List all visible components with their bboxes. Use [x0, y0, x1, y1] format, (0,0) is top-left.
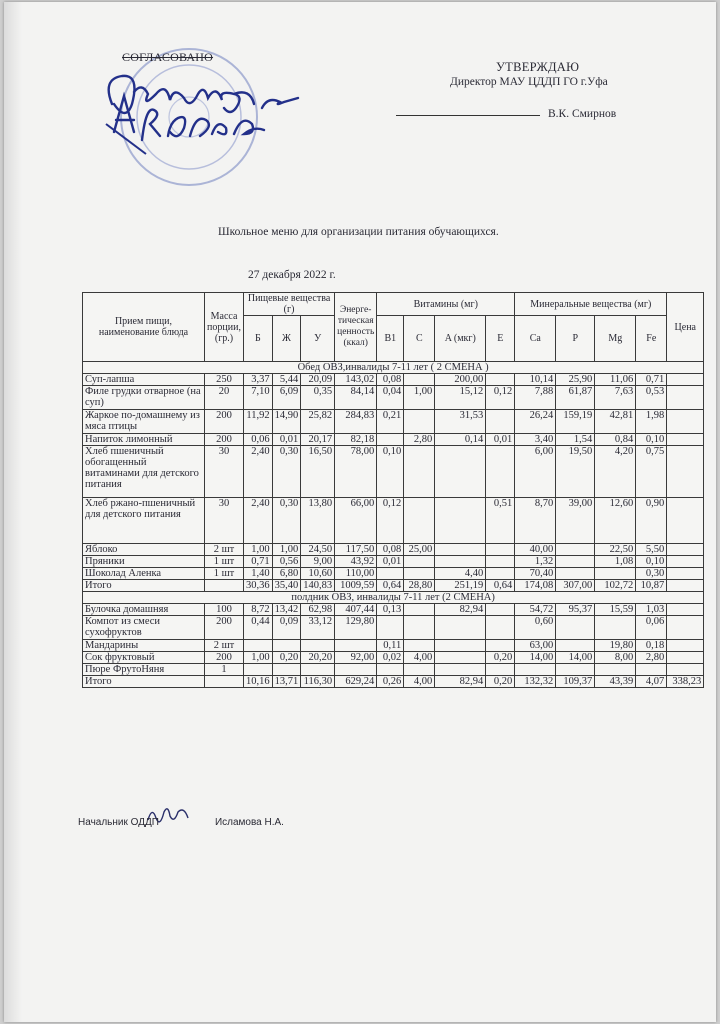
value-cell: 2,40	[244, 446, 273, 498]
value-cell: 0,84	[595, 434, 636, 446]
value-cell: 43,92	[335, 556, 377, 568]
value-cell: 6,00	[515, 446, 556, 498]
approve-title: УТВЕРЖДАЮ	[496, 60, 580, 74]
table-row	[83, 604, 704, 616]
value-cell: 10,16	[244, 676, 273, 688]
paper-fold-shadow	[4, 2, 22, 1022]
value-cell: 1,00	[272, 544, 301, 556]
value-cell: 14,00	[515, 652, 556, 664]
value-cell: 1,00	[244, 652, 273, 664]
value-cell: 4,00	[404, 652, 435, 664]
menu-table	[82, 292, 704, 688]
table-row	[83, 544, 704, 556]
total-row	[83, 676, 704, 688]
value-cell: 0,10	[377, 446, 404, 498]
value-cell: 14,00	[556, 652, 595, 664]
dish-name: Напиток лимонный	[83, 434, 205, 446]
value-cell: 0,71	[636, 374, 667, 386]
value-cell: 0,12	[486, 386, 515, 410]
value-cell: 2,80	[636, 652, 667, 664]
portion-mass: 30	[205, 446, 244, 498]
dish-name: Пюре ФрутоНяня	[83, 664, 205, 676]
value-cell	[486, 374, 515, 386]
value-cell: 1,00	[244, 544, 273, 556]
value-cell: 30,36	[244, 580, 273, 592]
value-cell	[667, 556, 704, 568]
header-minerals: Минеральные вещества (мг)	[515, 293, 667, 316]
value-cell	[486, 616, 515, 640]
value-cell	[435, 652, 486, 664]
value-cell	[404, 640, 435, 652]
value-cell	[301, 640, 335, 652]
header-fe: Fe	[636, 316, 667, 362]
value-cell	[556, 640, 595, 652]
value-cell: 0,10	[636, 434, 667, 446]
value-cell	[667, 446, 704, 498]
value-cell: 0,14	[435, 434, 486, 446]
value-cell	[377, 434, 404, 446]
portion-mass: 200	[205, 616, 244, 640]
value-cell: 13,71	[272, 676, 301, 688]
value-cell: 0,71	[244, 556, 273, 568]
portion-mass: 1 шт	[205, 556, 244, 568]
value-cell: 31,53	[435, 410, 486, 434]
dish-name: Филе грудки отварное (на суп)	[83, 386, 205, 410]
value-cell	[377, 664, 404, 676]
header-c: C	[404, 316, 435, 362]
table-row	[83, 652, 704, 664]
value-cell: 15,12	[435, 386, 486, 410]
value-cell	[667, 616, 704, 640]
value-cell: 10,87	[636, 580, 667, 592]
portion-mass: 2 шт	[205, 544, 244, 556]
value-cell: 1,98	[636, 410, 667, 434]
value-cell: 0,90	[636, 498, 667, 544]
value-cell	[556, 568, 595, 580]
value-cell	[335, 664, 377, 676]
value-cell: 0,30	[272, 446, 301, 498]
value-cell	[667, 568, 704, 580]
value-cell: 0,20	[486, 676, 515, 688]
section-header	[83, 362, 704, 374]
menu-date: 27 декабря 2022 г.	[248, 269, 336, 281]
value-cell	[404, 604, 435, 616]
menu-title: Школьное меню для организации питания обучающихся.	[218, 226, 499, 238]
dish-name: Булочка домашняя	[83, 604, 205, 616]
approve-position: Директор МАУ ЦДДП ГО г.Уфа	[450, 76, 608, 88]
value-cell	[404, 568, 435, 580]
dish-name: Суп-лапша	[83, 374, 205, 386]
value-cell: 116,30	[301, 676, 335, 688]
table-row	[83, 446, 704, 498]
header-meal: Прием пищи, наименование блюда	[83, 293, 205, 362]
value-cell: 15,59	[595, 604, 636, 616]
value-cell: 92,00	[335, 652, 377, 664]
value-cell	[272, 664, 301, 676]
value-cell: 43,39	[595, 676, 636, 688]
value-cell: 0,10	[636, 556, 667, 568]
value-cell: 14,90	[272, 410, 301, 434]
value-cell	[435, 640, 486, 652]
portion-mass: 100	[205, 604, 244, 616]
dish-name: Хлеб пшеничный обогащенный витаминами для детского питания	[83, 446, 205, 498]
dish-name: Компот из смеси сухофруктов	[83, 616, 205, 640]
value-cell: 200,00	[435, 374, 486, 386]
dish-name: Жаркое по-домашнему из мяса птицы	[83, 410, 205, 434]
value-cell: 132,32	[515, 676, 556, 688]
value-cell	[404, 556, 435, 568]
value-cell: 7,88	[515, 386, 556, 410]
header-mg: Mg	[595, 316, 636, 362]
value-cell: 2,80	[404, 434, 435, 446]
portion-mass: 250	[205, 374, 244, 386]
dish-name: Яблоко	[83, 544, 205, 556]
table-row	[83, 434, 704, 446]
value-cell: 0,20	[486, 652, 515, 664]
value-cell: 0,20	[272, 652, 301, 664]
table-row	[83, 568, 704, 580]
value-cell: 19,80	[595, 640, 636, 652]
portion-mass: 2 шт	[205, 640, 244, 652]
value-cell: 0,30	[272, 498, 301, 544]
value-cell: 7,63	[595, 386, 636, 410]
total-row	[83, 580, 704, 592]
value-cell: 110,00	[335, 568, 377, 580]
approve-name: В.К. Смирнов	[548, 108, 617, 120]
value-cell	[486, 604, 515, 616]
value-cell: 35,40	[272, 580, 301, 592]
value-cell	[486, 410, 515, 434]
value-cell: 20,17	[301, 434, 335, 446]
value-cell: 7,10	[244, 386, 273, 410]
value-cell: 0,51	[486, 498, 515, 544]
portion-mass	[205, 676, 244, 688]
value-cell: 174,08	[515, 580, 556, 592]
portion-mass: 20	[205, 386, 244, 410]
footer-position: Начальник ОДДП	[78, 817, 159, 828]
value-cell: 2,40	[244, 498, 273, 544]
value-cell: 13,80	[301, 498, 335, 544]
value-cell: 0,09	[272, 616, 301, 640]
value-cell	[377, 616, 404, 640]
value-cell	[377, 568, 404, 580]
value-cell: 3,37	[244, 374, 273, 386]
value-cell	[404, 616, 435, 640]
portion-mass: 200	[205, 652, 244, 664]
value-cell: 25,82	[301, 410, 335, 434]
header-protein: Б	[244, 316, 273, 362]
value-cell: 0,11	[377, 640, 404, 652]
value-cell: 8,00	[595, 652, 636, 664]
value-cell	[667, 386, 704, 410]
value-cell: 9,00	[301, 556, 335, 568]
value-cell: 62,98	[301, 604, 335, 616]
value-cell: 0,01	[486, 434, 515, 446]
value-cell: 0,02	[377, 652, 404, 664]
value-cell	[667, 498, 704, 544]
value-cell	[667, 652, 704, 664]
value-cell: 0,06	[244, 434, 273, 446]
value-cell: 13,42	[272, 604, 301, 616]
value-cell	[404, 498, 435, 544]
value-cell: 6,09	[272, 386, 301, 410]
value-cell: 26,24	[515, 410, 556, 434]
value-cell: 0,08	[377, 374, 404, 386]
value-cell	[435, 616, 486, 640]
value-cell	[556, 616, 595, 640]
table-row	[83, 616, 704, 640]
value-cell: 25,00	[404, 544, 435, 556]
value-cell: 407,44	[335, 604, 377, 616]
value-cell	[595, 664, 636, 676]
value-cell: 0,01	[377, 556, 404, 568]
value-cell: 20,20	[301, 652, 335, 664]
value-cell	[486, 556, 515, 568]
value-cell	[244, 664, 273, 676]
header-price: Цена	[667, 293, 704, 362]
value-cell	[636, 664, 667, 676]
value-cell: 4,07	[636, 676, 667, 688]
value-cell	[556, 556, 595, 568]
value-cell: 11,92	[244, 410, 273, 434]
value-cell: 1,03	[636, 604, 667, 616]
value-cell: 54,72	[515, 604, 556, 616]
value-cell	[667, 664, 704, 676]
value-cell	[435, 544, 486, 556]
dish-name: Пряники	[83, 556, 205, 568]
menu-table-body	[83, 362, 704, 688]
footer-name: Исламова Н.А.	[214, 817, 284, 828]
value-cell: 42,81	[595, 410, 636, 434]
section-title: полдник ОВЗ, инвалиды 7-11 лет (2 СМЕНА)	[83, 592, 704, 604]
value-cell: 16,50	[301, 446, 335, 498]
value-cell	[667, 374, 704, 386]
value-cell: 143,02	[335, 374, 377, 386]
value-cell	[404, 446, 435, 498]
value-cell: 78,00	[335, 446, 377, 498]
signature-underline	[396, 115, 540, 116]
value-cell: 0,01	[272, 434, 301, 446]
value-cell: 117,50	[335, 544, 377, 556]
portion-mass: 1	[205, 664, 244, 676]
value-cell	[486, 446, 515, 498]
value-cell: 28,80	[404, 580, 435, 592]
value-cell: 8,72	[244, 604, 273, 616]
value-cell	[404, 374, 435, 386]
value-cell	[595, 616, 636, 640]
value-cell: 0,26	[377, 676, 404, 688]
header-ca: Ca	[515, 316, 556, 362]
value-cell: 66,00	[335, 498, 377, 544]
value-cell: 1,08	[595, 556, 636, 568]
value-cell	[404, 410, 435, 434]
value-cell: 284,83	[335, 410, 377, 434]
dish-name: Мандарины	[83, 640, 205, 652]
value-cell: 129,80	[335, 616, 377, 640]
value-cell: 4,40	[435, 568, 486, 580]
dish-name: Хлеб ржано-пшеничный для детского питания	[83, 498, 205, 544]
value-cell: 102,72	[595, 580, 636, 592]
value-cell	[667, 544, 704, 556]
value-cell: 109,37	[556, 676, 595, 688]
value-cell: 82,94	[435, 676, 486, 688]
value-cell	[667, 604, 704, 616]
value-cell	[486, 664, 515, 676]
value-cell: 1,40	[244, 568, 273, 580]
value-cell: 0,64	[486, 580, 515, 592]
value-cell: 0,18	[636, 640, 667, 652]
table-row	[83, 556, 704, 568]
header-carbs: У	[301, 316, 335, 362]
value-cell: 0,56	[272, 556, 301, 568]
handwritten-signature	[94, 64, 314, 174]
table-row	[83, 386, 704, 410]
value-cell: 0,08	[377, 544, 404, 556]
value-cell: 0,30	[636, 568, 667, 580]
value-cell: 10,14	[515, 374, 556, 386]
value-cell: 159,19	[556, 410, 595, 434]
value-cell	[435, 446, 486, 498]
value-cell: 40,00	[515, 544, 556, 556]
value-cell: 3,40	[515, 434, 556, 446]
value-cell: 0,21	[377, 410, 404, 434]
value-cell	[667, 580, 704, 592]
value-cell: 5,44	[272, 374, 301, 386]
table-row	[83, 410, 704, 434]
approve-signature-line	[396, 108, 616, 120]
value-cell	[667, 410, 704, 434]
value-cell	[556, 544, 595, 556]
footer	[78, 817, 284, 828]
value-cell: 82,94	[435, 604, 486, 616]
value-cell: 22,50	[595, 544, 636, 556]
section-header	[83, 592, 704, 604]
value-cell: 12,60	[595, 498, 636, 544]
value-cell: 8,70	[515, 498, 556, 544]
header-energy: Энерге-тическая ценность (ккал)	[335, 293, 377, 362]
value-cell	[486, 640, 515, 652]
value-cell: 61,87	[556, 386, 595, 410]
value-cell	[435, 556, 486, 568]
value-cell	[435, 664, 486, 676]
value-cell: 1,54	[556, 434, 595, 446]
value-cell: 0,13	[377, 604, 404, 616]
value-cell: 84,14	[335, 386, 377, 410]
table-row	[83, 640, 704, 652]
value-cell	[301, 664, 335, 676]
value-cell: 0,35	[301, 386, 335, 410]
table-row	[83, 498, 704, 544]
value-cell: 33,12	[301, 616, 335, 640]
value-cell: 11,06	[595, 374, 636, 386]
value-cell: 6,80	[272, 568, 301, 580]
value-cell	[667, 434, 704, 446]
header-b1: B1	[377, 316, 404, 362]
value-cell: 307,00	[556, 580, 595, 592]
value-cell: 4,00	[404, 676, 435, 688]
header-row-1	[83, 293, 704, 316]
value-cell: 1,00	[404, 386, 435, 410]
header-fat: Ж	[272, 316, 301, 362]
value-cell: 82,18	[335, 434, 377, 446]
value-cell: 251,19	[435, 580, 486, 592]
value-cell	[667, 640, 704, 652]
header-vitamins: Витамины (мг)	[377, 293, 515, 316]
section-title: Обед ОВЗ,инвалиды 7-11 лет ( 2 СМЕНА )	[83, 362, 704, 374]
value-cell: 4,20	[595, 446, 636, 498]
portion-mass: 1 шт	[205, 568, 244, 580]
dish-name: Итого	[83, 580, 205, 592]
value-cell: 0,75	[636, 446, 667, 498]
dish-name: Итого	[83, 676, 205, 688]
value-cell: 0,04	[377, 386, 404, 410]
table-row	[83, 664, 704, 676]
portion-mass: 200	[205, 434, 244, 446]
header-mass: Масса порции, (гр.)	[205, 293, 244, 362]
value-cell	[435, 498, 486, 544]
value-cell	[486, 544, 515, 556]
value-cell: 70,40	[515, 568, 556, 580]
value-cell	[486, 568, 515, 580]
value-cell	[404, 664, 435, 676]
value-cell	[556, 664, 595, 676]
value-cell: 19,50	[556, 446, 595, 498]
value-cell	[515, 664, 556, 676]
value-cell: 0,44	[244, 616, 273, 640]
value-cell: 20,09	[301, 374, 335, 386]
header-p: P	[556, 316, 595, 362]
agreed-label: СОГЛАСОВАНО	[122, 50, 214, 64]
dish-name: Шоколад Аленка	[83, 568, 205, 580]
value-cell: 25,90	[556, 374, 595, 386]
value-cell: 1,32	[515, 556, 556, 568]
value-cell	[244, 640, 273, 652]
value-cell: 5,50	[636, 544, 667, 556]
value-cell: 63,00	[515, 640, 556, 652]
portion-mass	[205, 580, 244, 592]
value-cell: 39,00	[556, 498, 595, 544]
document-sheet	[4, 2, 716, 1022]
value-cell: 24,50	[301, 544, 335, 556]
value-cell: 95,37	[556, 604, 595, 616]
value-cell: 0,06	[636, 616, 667, 640]
value-cell: 0,60	[515, 616, 556, 640]
table-row	[83, 374, 704, 386]
value-cell: 0,64	[377, 580, 404, 592]
value-cell: 140,83	[301, 580, 335, 592]
value-cell	[272, 640, 301, 652]
value-cell	[595, 568, 636, 580]
header-nutrients: Пищевые вещества (г)	[244, 293, 335, 316]
header-a: A (мкг)	[435, 316, 486, 362]
value-cell: 629,24	[335, 676, 377, 688]
value-cell: 0,12	[377, 498, 404, 544]
value-cell: 1009,59	[335, 580, 377, 592]
value-cell: 338,23	[667, 676, 704, 688]
value-cell	[335, 640, 377, 652]
portion-mass: 30	[205, 498, 244, 544]
header-e: E	[486, 316, 515, 362]
value-cell: 0,53	[636, 386, 667, 410]
dish-name: Сок фруктовый	[83, 652, 205, 664]
portion-mass: 200	[205, 410, 244, 434]
value-cell: 10,60	[301, 568, 335, 580]
